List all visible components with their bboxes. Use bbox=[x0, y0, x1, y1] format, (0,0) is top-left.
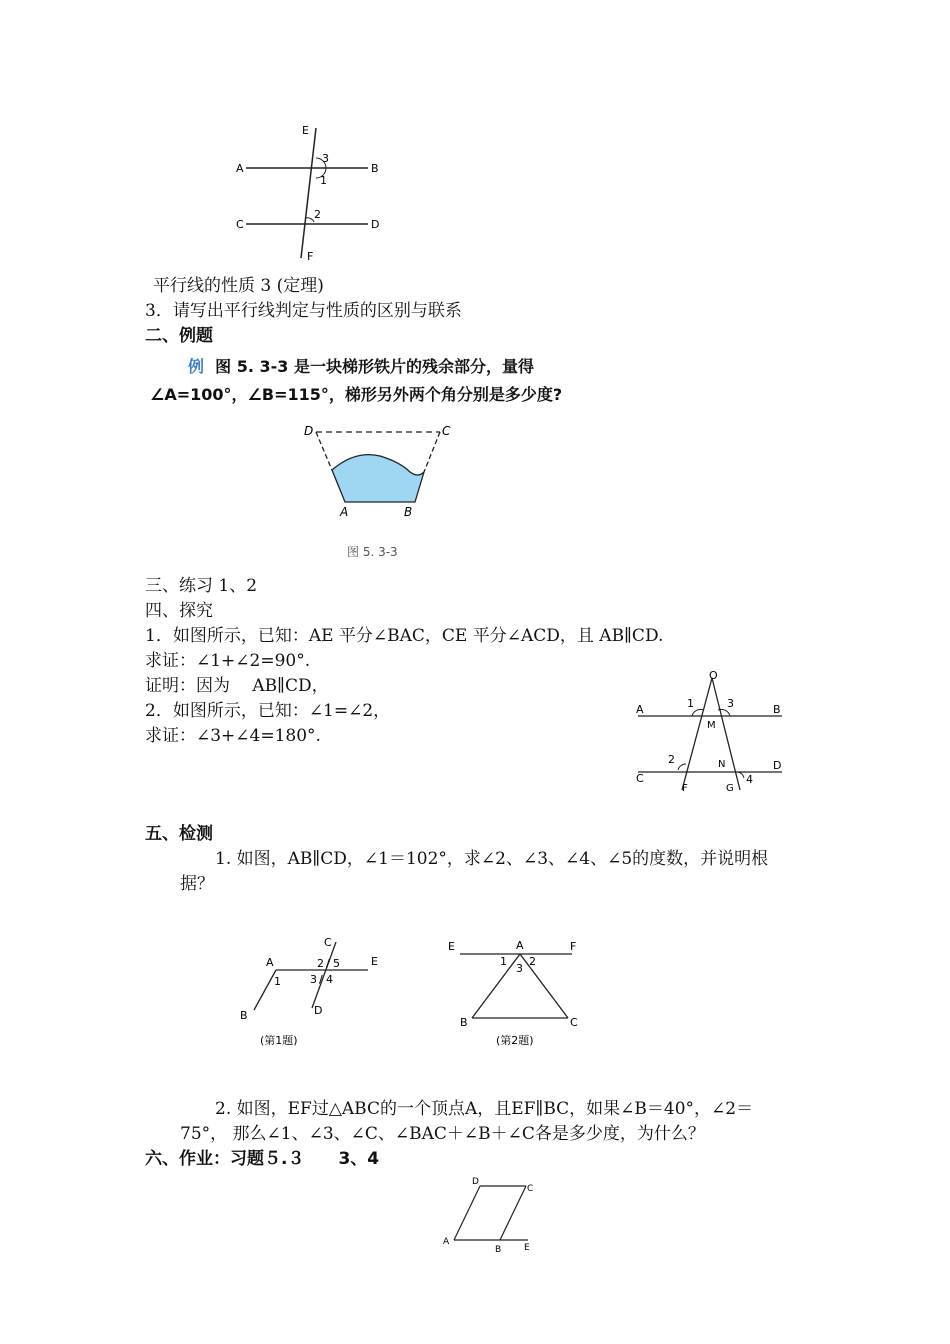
parallel-lines-figure bbox=[228, 120, 388, 265]
label-A: A bbox=[266, 956, 274, 969]
angle-3: 3 bbox=[516, 962, 523, 975]
test-figure-2 bbox=[442, 930, 592, 1050]
angle-1: 1 bbox=[320, 174, 327, 187]
figure-1-caption: (第1题) bbox=[260, 1034, 298, 1047]
label-D: D bbox=[371, 218, 380, 231]
test-q1-line2: 据？ bbox=[180, 874, 214, 894]
test-q1-line1: 1. 如图，AB∥CD，∠1＝102°，求∠2、∠3、∠4、∠5的度数，并说明根 bbox=[215, 849, 769, 869]
label-C: C bbox=[636, 772, 644, 785]
angle-1: 1 bbox=[274, 975, 281, 988]
label-A: A bbox=[443, 1237, 450, 1247]
label-A: A bbox=[516, 939, 524, 952]
figure-2-caption: (第2题) bbox=[496, 1034, 534, 1047]
label-C: C bbox=[236, 218, 244, 231]
explore-q1: 1．如图所示，已知：AE 平分∠BAC，CE 平分∠ACD，且 AB∥CD. bbox=[145, 626, 664, 646]
angle-5: 5 bbox=[333, 957, 340, 970]
angle-2: 2 bbox=[314, 208, 321, 221]
figure-caption: 图 5. 3-3 bbox=[347, 545, 398, 559]
label-B: B bbox=[460, 1016, 468, 1029]
example-text-1: 图 5. 3-3 是一块梯形铁片的残余部分，量得 bbox=[215, 357, 534, 376]
angle-3: 3 bbox=[322, 152, 329, 165]
label-F: F bbox=[570, 940, 577, 953]
angle-2: 2 bbox=[529, 955, 536, 968]
label-F: F bbox=[307, 250, 314, 263]
section-test: 五、检测 bbox=[145, 824, 213, 844]
angle-slash-2: / bbox=[319, 973, 323, 986]
label-C: C bbox=[324, 936, 332, 949]
label-E: E bbox=[524, 1243, 530, 1253]
label-B: B bbox=[240, 1009, 248, 1022]
explore-q2: 2．如图所示，已知：∠1=∠2， bbox=[145, 701, 391, 721]
angle-3: 3 bbox=[310, 973, 317, 986]
angle-1: 1 bbox=[687, 697, 694, 710]
label-B: B bbox=[495, 1245, 502, 1255]
trapezoid-figure bbox=[300, 420, 470, 520]
label-B: B bbox=[773, 703, 781, 716]
explore-q1-proof: 证明：因为 AB∥CD， bbox=[145, 676, 329, 696]
angle-3: 3 bbox=[727, 697, 734, 710]
label-B: B bbox=[371, 162, 379, 175]
homework-figure bbox=[438, 1170, 548, 1260]
label-D: D bbox=[472, 1177, 479, 1187]
label-D: D bbox=[304, 424, 314, 438]
section-homework: 六、作业：习题５.３ 3、4 bbox=[145, 1149, 380, 1169]
label-F: F bbox=[682, 783, 688, 794]
label-D: D bbox=[314, 1004, 323, 1017]
label-A: A bbox=[636, 703, 644, 716]
label-M: M bbox=[707, 720, 716, 731]
angle-2: 2 bbox=[668, 753, 675, 766]
label-B: B bbox=[404, 505, 413, 519]
example-line-2: ∠A=100°，∠B=115°，梯形另外两个角分别是多少度? bbox=[150, 385, 563, 404]
explore-figure bbox=[630, 670, 790, 800]
section-explore: 四、探究 bbox=[145, 601, 213, 621]
section-example-heading: 二、例题 bbox=[145, 326, 213, 346]
label-A: A bbox=[340, 505, 349, 519]
label-A: A bbox=[236, 162, 244, 175]
example-line-1 bbox=[188, 357, 534, 377]
example-tag: 例 bbox=[188, 357, 205, 376]
label-O: O bbox=[709, 670, 718, 682]
label-D: D bbox=[773, 759, 782, 772]
test-q2-line1: 2. 如图，EF过△ABC的一个顶点A，且EF∥BC，如果∠B＝40°，∠2＝ bbox=[215, 1099, 754, 1119]
label-N: N bbox=[718, 759, 726, 770]
explore-q1-prove: 求证：∠1+∠2=90°. bbox=[145, 651, 311, 671]
label-C: C bbox=[527, 1184, 534, 1194]
angle-4: 4 bbox=[326, 973, 333, 986]
question-3: 3．请写出平行线判定与性质的区别与联系 bbox=[145, 301, 462, 321]
label-E: E bbox=[302, 124, 309, 137]
section-practice: 三、练习 1、2 bbox=[145, 576, 258, 596]
label-E: E bbox=[448, 940, 455, 953]
label-E: E bbox=[371, 955, 378, 968]
test-q2-line2: 75°， 那么∠1、∠3、∠C、∠BAC＋∠B＋∠C各是多少度，为什么？ bbox=[180, 1124, 705, 1144]
angle-2: 2 bbox=[317, 957, 324, 970]
angle-4: 4 bbox=[746, 773, 753, 786]
label-G: G bbox=[726, 783, 734, 794]
theorem-line: 平行线的性质 3 (定理) bbox=[153, 276, 324, 296]
test-figure-1 bbox=[236, 930, 396, 1050]
explore-q2-prove: 求证：∠3+∠4=180°. bbox=[145, 726, 321, 746]
label-C: C bbox=[442, 424, 451, 438]
angle-slash: / bbox=[326, 957, 330, 970]
angle-1: 1 bbox=[500, 955, 507, 968]
label-C: C bbox=[570, 1016, 578, 1029]
